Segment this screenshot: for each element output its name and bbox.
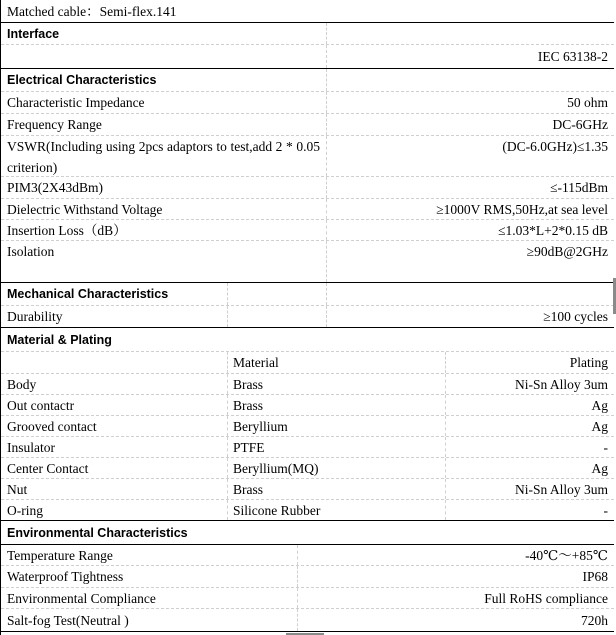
electrical-value: ≥90dB@2GHz	[526, 244, 608, 259]
part-plating: Ag	[591, 419, 608, 434]
part-material: Brass	[233, 377, 263, 392]
matched-cable-title: Matched cable：Semi-flex.141	[7, 4, 177, 19]
electrical-label: Frequency Range	[7, 117, 102, 132]
part-plating: Ni-Sn Alloy 3um	[514, 482, 608, 497]
electrical-value: ≥1000V RMS,50Hz,at sea level	[436, 202, 608, 217]
electrical-label: PIM3(2X43dBm)	[7, 180, 104, 195]
electrical-row	[1, 241, 614, 283]
mechanical-heading: Mechanical Characteristics	[7, 287, 169, 301]
environmental-label: Environmental Compliance	[7, 591, 156, 606]
environmental-heading-row	[1, 521, 614, 545]
part-plating: -	[603, 440, 608, 455]
part-material: PTFE	[233, 440, 265, 455]
electrical-label: Dielectric Withstand Voltage	[7, 202, 163, 217]
electrical-row	[1, 177, 614, 199]
material-heading-row	[1, 328, 614, 352]
part-material: Brass	[233, 398, 263, 413]
material-row	[1, 374, 614, 395]
part-name: O-ring	[7, 503, 43, 518]
electrical-row	[1, 220, 614, 241]
material-column-header: Material	[233, 355, 279, 370]
part-name: Body	[7, 377, 37, 392]
material-column-header-row	[1, 352, 614, 374]
environmental-label: Waterproof Tightness	[7, 569, 124, 584]
environmental-label: Temperature Range	[7, 548, 113, 563]
environmental-row	[1, 545, 614, 566]
electrical-label: VSWR(Including using 2pcs adaptors to test,add 2 * 0.05 criterion)	[7, 139, 320, 175]
material-row	[1, 416, 614, 437]
electrical-value: ≤1.03*L+2*0.15 dB	[498, 223, 608, 238]
part-plating: Ni-Sn Alloy 3um	[514, 377, 608, 392]
plating-column-header: Plating	[569, 355, 608, 370]
interface-heading-row	[1, 23, 614, 45]
mechanical-heading-row	[1, 283, 614, 306]
electrical-row	[1, 199, 614, 220]
electrical-label: Isolation	[7, 244, 55, 259]
interface-heading: Interface	[7, 27, 60, 41]
electrical-row	[1, 114, 614, 136]
environmental-value: IP68	[582, 569, 608, 584]
part-plating: -	[603, 503, 608, 518]
electrical-value: (DC-6.0GHz)≤1.35	[502, 139, 608, 154]
mechanical-value: ≥100 cycles	[543, 309, 608, 324]
environmental-value: Full RoHS compliance	[484, 591, 608, 606]
electrical-label: Characteristic Impedance	[7, 95, 145, 110]
part-material: Silicone Rubber	[233, 503, 321, 518]
environmental-row	[1, 588, 614, 609]
electrical-value: DC-6GHz	[552, 117, 608, 132]
part-material: Beryllium(MQ)	[233, 461, 319, 476]
environmental-label: Salt-fog Test(Neutral )	[7, 613, 129, 628]
mechanical-row	[1, 306, 614, 328]
part-name: Out contactr	[7, 398, 75, 413]
material-row	[1, 458, 614, 479]
mechanical-label: Durability	[7, 309, 63, 324]
part-name: Insulator	[7, 440, 55, 455]
electrical-row	[1, 136, 614, 177]
material-row	[1, 500, 614, 521]
electrical-row	[1, 92, 614, 114]
environmental-value: 720h	[581, 613, 608, 628]
interface-value-row	[1, 45, 614, 69]
part-name: Center Contact	[7, 461, 89, 476]
part-name: Nut	[7, 482, 28, 497]
environmental-heading: Environmental Characteristics	[7, 526, 188, 540]
electrical-label: Insertion Loss（dB）	[7, 223, 127, 238]
title-row	[1, 0, 614, 23]
part-material: Brass	[233, 482, 263, 497]
material-row	[1, 395, 614, 416]
electrical-value: 50 ohm	[567, 95, 608, 110]
environmental-row	[1, 609, 614, 632]
electrical-heading: Electrical Characteristics	[7, 73, 157, 87]
electrical-heading-row	[1, 69, 614, 92]
material-row	[1, 437, 614, 458]
part-name: Grooved contact	[7, 419, 97, 434]
environmental-value: -40℃～+85℃	[525, 548, 608, 563]
material-heading: Material & Plating	[7, 333, 112, 347]
part-plating: Ag	[591, 461, 608, 476]
part-plating: Ag	[591, 398, 608, 413]
part-material: Beryllium	[233, 419, 288, 434]
material-row	[1, 479, 614, 500]
interface-value: IEC 63138-2	[537, 49, 608, 64]
electrical-value: ≤-115dBm	[550, 180, 608, 195]
environmental-row	[1, 566, 614, 588]
